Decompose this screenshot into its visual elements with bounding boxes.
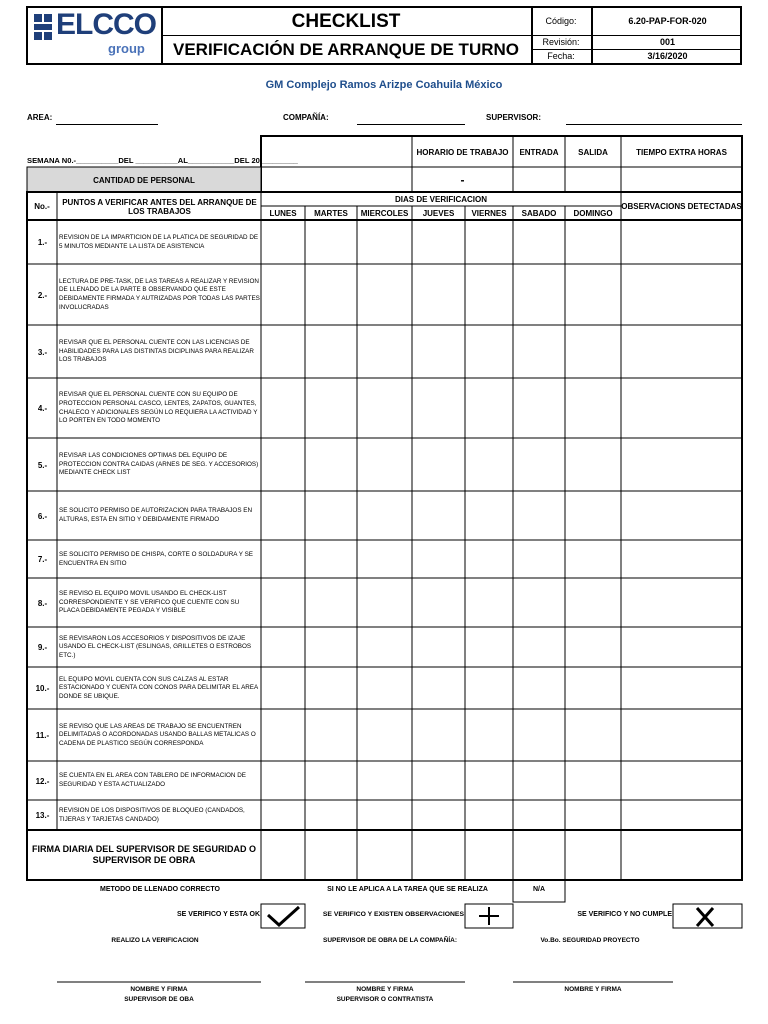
- dias-header: DIAS DE VERIFICACION: [394, 195, 487, 204]
- day-domingo: DOMINGO: [573, 208, 613, 218]
- tiempo-extra-header: TIEMPO EXTRA HORAS: [636, 147, 727, 157]
- entrada-header: ENTRADA: [519, 147, 559, 157]
- checkmark-icon: [268, 907, 299, 925]
- codigo-label: Código:: [531, 8, 593, 35]
- area-label: AREA:: [27, 113, 53, 122]
- checklist-item: REVISION DE LA IMPARTICION DE LA PLATICA DE SEGURIDAD DE 5 MINUTOS MEDIANTE LA LISTA DE ASISTENCIA: [59, 233, 259, 250]
- vobo-label: Vo.Bo. SEGURIDAD PROYECTO: [540, 937, 640, 944]
- day-sabado: SABADO: [521, 208, 557, 218]
- puntos-header: PUNTOS A VERIFICAR ANTES DEL ARRANQUE DE LOS TRABAJOS: [62, 197, 257, 216]
- observaciones-legend-label: SE VERIFICO Y EXISTEN OBSERVACIONES: [322, 911, 464, 918]
- ok-legend-label: SE VERIFICO Y ESTA OK: [177, 911, 260, 918]
- checklist-item: EL EQUIPO MOVIL CUENTA CON SUS CALZAS AL ESTAR ESTACIONADO Y CUENTA CON CONOS PARA DELIMITAR EL AREA DONDE SE UBIQUE.: [59, 675, 258, 700]
- plus-icon: [479, 907, 499, 925]
- day-jueves: JUEVES: [422, 208, 455, 218]
- firma-label: FIRMA DIARIA DEL SUPERVISOR DE SEGURIDAD O SUPERVISOR DE OBRA: [31, 844, 257, 865]
- row-number: 6.-: [37, 511, 48, 521]
- logo-subtext: group: [108, 41, 145, 56]
- horario-header: HORARIO DE TRABAJO: [416, 147, 509, 157]
- day-viernes: VIERNES: [471, 208, 507, 218]
- no-header: No.-: [34, 202, 50, 211]
- salida-header: SALIDA: [578, 147, 608, 157]
- fecha-label: Fecha:: [531, 50, 593, 63]
- revision-label: Revisión:: [531, 36, 593, 49]
- semana-field[interactable]: SEMANA N0.-__________DEL __________AL___________DEL 20_________: [27, 156, 298, 165]
- row-number: 9.-: [37, 643, 48, 652]
- realizo-label: REALIZO LA VERIFICACION: [111, 937, 199, 944]
- day-martes: MARTES: [314, 208, 348, 218]
- nombre-firma-2: NOMBRE Y FIRMA: [356, 986, 414, 993]
- x-mark-icon: [697, 908, 713, 926]
- checklist-item: REVISAR QUE EL PERSONAL CUENTE CON LAS LICENCIAS DE HABILIDADES PARA LAS DISTINTAS DICIPLINAS PARA REALIZAR LOS TRABAJOS: [59, 339, 254, 364]
- row-number: 8.-: [37, 598, 48, 608]
- checklist-item: LECTURA DE PRE-TASK, DE LAS TAREAS A REALIZAR Y REVISION DE LLENADO DE LA PARTE B OBSERVANDO QUE ESTE DEBIDAMENTE FIRMADA Y AUTRIZADAS POR TODAS LAS PARTES INVOLUCRADAS: [59, 277, 260, 311]
- supervisor-contratista-label: SUPERVISOR O CONTRATISTA: [336, 996, 434, 1003]
- metodo-label: METODO DE LLENADO CORRECTO: [100, 886, 220, 893]
- supervisor-obra-label: SUPERVISOR DE OBRA DE LA COMPAÑÍA:: [323, 937, 457, 944]
- nombre-firma-3: NOMBRE Y FIRMA: [564, 986, 622, 993]
- checklist-item: REVISAR LAS CONDICIONES OPTIMAS DEL EQUIPO DE PROTECCION CONTRA CAIDAS (ARNES DE SEG. Y ACCESORIOS) MEDIANTE CHECK LIST: [59, 452, 259, 477]
- row-number: 10.-: [35, 684, 50, 693]
- horario-value[interactable]: -: [460, 173, 465, 187]
- no-aplica-label: SI NO LE APLICA A LA TAREA QUE SE REALIZA: [327, 886, 488, 893]
- checklist-item: SE SOLICITO PERMISO DE AUTORIZACION PARA TRABAJOS EN ALTURAS, ESTA EN SITIO Y DEBIDAMENTE FIRMADO: [59, 507, 253, 523]
- revision-value: 001: [659, 37, 676, 47]
- supervisor-label: SUPERVISOR:: [486, 113, 541, 122]
- day-lunes: LUNES: [269, 208, 297, 218]
- checklist-item: SE REVISO QUE LAS AREAS DE TRABAJO SE ENCUENTREN DELIMITADAS O ACORDONADAS USANDO BALLAS METALICAS O CADENA DE PLASTICO SEGÚN CORRESPONDA: [59, 722, 256, 747]
- supervisor-oba-label: SUPERVISOR DE OBA: [124, 996, 194, 1003]
- row-number: 12.-: [35, 776, 50, 786]
- checklist-item: SE SOLICITO PERMISO DE CHISPA, CORTE O SOLDADURA Y SE ENCUENTRA EN SITIO: [59, 550, 253, 567]
- nombre-firma-1: NOMBRE Y FIRMA: [130, 986, 188, 993]
- checklist-item: REVISION DE LOS DISPOSITIVOS DE BLOQUEO (CANDADOS, TIJERAS Y TARJETAS CANDADO): [59, 806, 245, 823]
- cantidad-personal-label: CANTIDAD DE PERSONAL: [93, 175, 195, 185]
- codigo-value: 6.20-PAP-FOR-020: [628, 16, 707, 26]
- row-number: 2.-: [37, 290, 48, 300]
- row-number: 5.-: [37, 460, 48, 470]
- checklist-item: SE REVISARON LOS ACCESORIOS Y DISPOSITIVOS DE IZAJE USANDO EL CHECK-LIST (ESLINGAS, GRILLETES O ESTROBOS ETC.): [59, 634, 252, 659]
- row-number: 7.-: [37, 555, 48, 564]
- page-subtitle: VERIFICACIÓN DE ARRANQUE DE TURNO: [173, 40, 519, 59]
- fecha-value: 3/16/2020: [647, 51, 688, 61]
- day-miercoles: MIERCOLES: [360, 208, 409, 218]
- na-label: N/A: [532, 886, 546, 893]
- checklist-item: SE CUENTA EN EL AREA CON TABLERO DE INFORMACION DE SEGURIDAD Y ESTA ACTUALIZADO: [59, 772, 246, 788]
- checklist-item: SE REVISO EL EQUIPO MOVIL USANDO EL CHECK-LIST CORRESPONDIENTE Y SE VERIFICO QUE CUENTE CON SU PLACA DEBIDAMENTE PEGADA Y VISIBLE: [59, 590, 240, 615]
- checklist-item: REVISAR QUE EL PERSONAL CUENTE CON SU EQUIPO DE PROTECCION PERSONAL CASCO, LENTES, ZAPATOS, GUANTES, CHALECO Y ADICIONALES SEGÚN LO REQUIERA LA ACTIVIDAD Y LO PORTEN EN TODO MOMENTO: [59, 391, 258, 425]
- row-number: 4.-: [37, 404, 48, 413]
- no-cumple-legend-label: SE VERIFICO Y NO CUMPLE: [577, 911, 672, 918]
- row-number: 1.-: [37, 238, 48, 247]
- row-number: 3.-: [37, 347, 48, 357]
- row-number: 11.-: [35, 731, 50, 740]
- row-number: 13.-: [35, 811, 50, 820]
- compania-label: COMPAÑÍA:: [283, 113, 329, 122]
- observaciones-header: OBSERVACIONS DETECTADAS: [621, 202, 742, 211]
- location-title: GM Complejo Ramos Arizpe Coahuila México: [265, 79, 503, 91]
- page-title: CHECKLIST: [161, 8, 531, 36]
- logo-text: ELCCO: [56, 8, 156, 41]
